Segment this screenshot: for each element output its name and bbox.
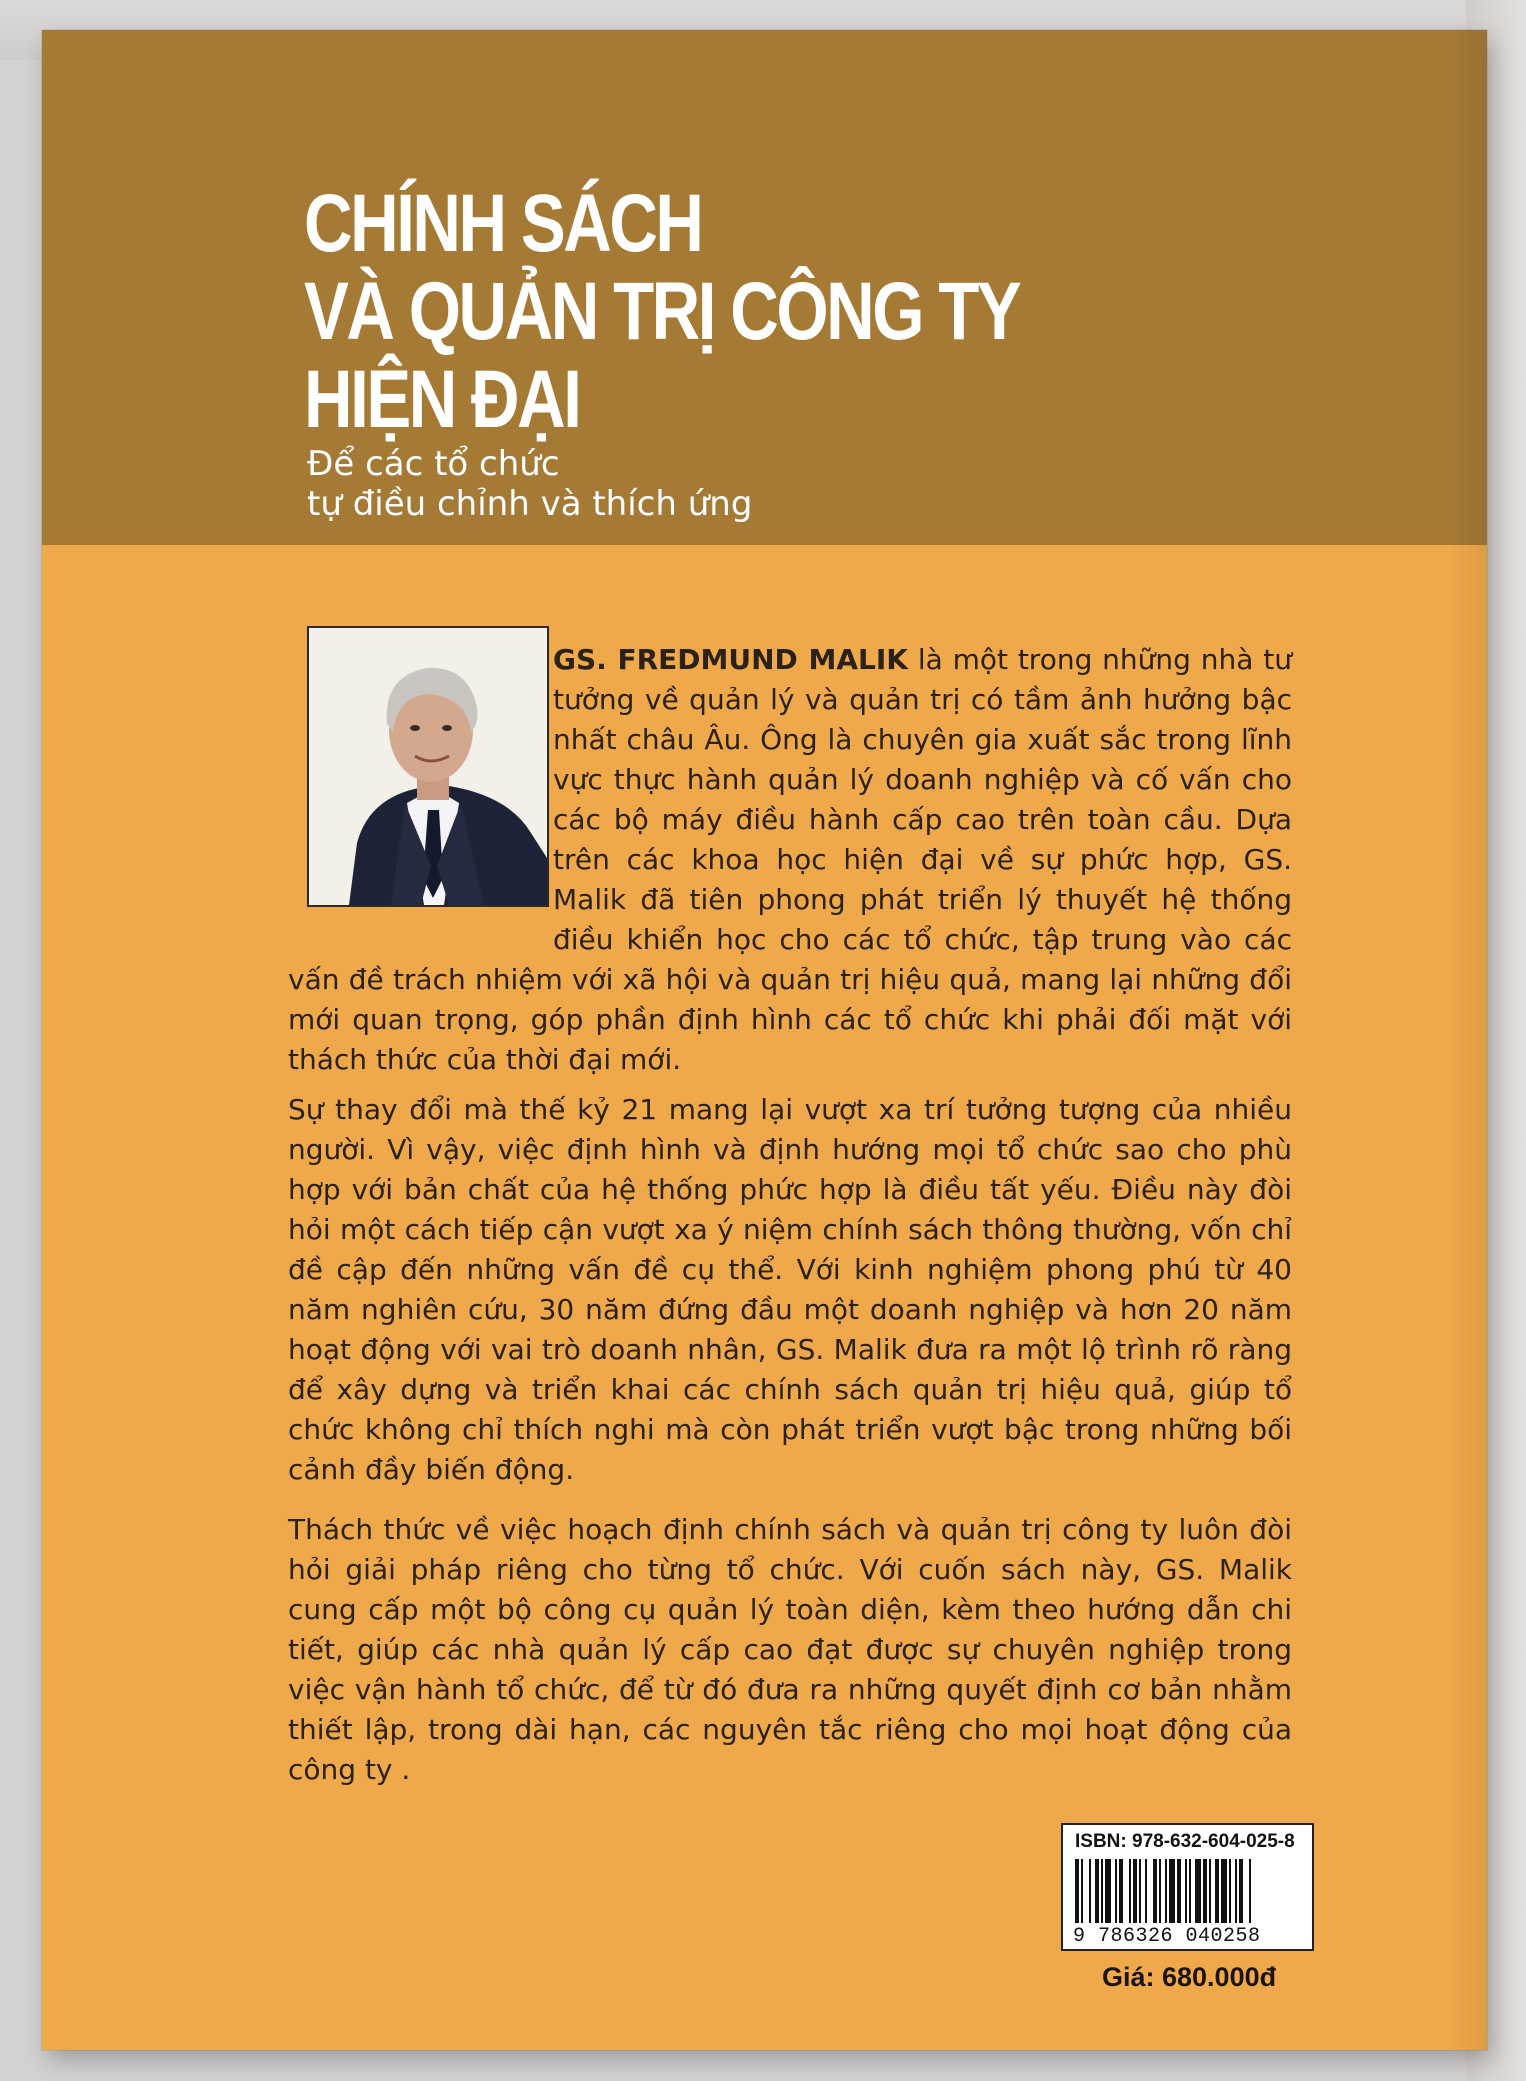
barcode-bar [1119, 1859, 1123, 1923]
barcode-bar [1129, 1859, 1131, 1923]
barcode-bar [1105, 1859, 1111, 1923]
barcode-bar [1239, 1859, 1243, 1923]
description-paragraph: Sự thay đổi mà thế kỷ 21 mang lại vượt xa trí tưởng tượng của nhiều người. Vì vậy, việc định hình và định hướng mọi tổ chức sao cho phù hợp với bản chất của hệ thống phức hợp là điều tất yếu. Điều này đòi hỏi một cách tiếp cận vượt xa ý niệm chính sách thông thường, vốn chỉ đề cập đến những vấn đề cụ thể. Với kinh nghiệm phong phú từ 40 năm nghiên cứu, 30 năm đứng đầu một doanh nghiệp và hơn 20 năm hoạt động với vai trò doanh nhân, GS. Malik đưa ra một lộ trình rõ ràng để xây dựng và triển khai các chính sách quản trị hiệu quả, giúp tổ chức không chỉ thích nghi mà còn phát triển vượt bậc trong những bối cảnh đầy biến động. [288, 1093, 1292, 1486]
barcode-bar [1075, 1859, 1079, 1923]
barcode-bar [1115, 1859, 1117, 1923]
author-bio-text: là một trong những nhà tư tưởng về quản lý và quản trị có tầm ảnh hưởng bậc nhất châu Âu. Ông là chuyên gia xuất sắc trong lĩnh vực thực hành quản lý doanh nghiệp và cố vấn cho các bộ máy điều hành cấp cao trên toàn cầu. Dựa trên các khoa học hiện đại về sự phức hợp, GS. Malik đã tiên phong phát triển lý thuyết hệ thống điều khiển học cho các tổ chức, tập trung vào các vấn đề trách nhiệm với xã hội và quản trị hiệu quả, mang lại những đổi mới quan trọng, góp phần định hình các tổ chức khi phải đối mặt với thách thức của thời đại mới. [288, 643, 1292, 1076]
subtitle-line: tự điều chỉnh và thích ứng [307, 484, 753, 524]
barcode-bar [1215, 1859, 1219, 1923]
title-line: VÀ QUẢN TRỊ CÔNG TY [304, 266, 1020, 357]
barcode-bar [1101, 1859, 1103, 1923]
author-photo [307, 626, 549, 907]
barcode-bar [1177, 1859, 1181, 1923]
book-subtitle [307, 444, 752, 524]
barcode-bar [1153, 1859, 1157, 1923]
price-label: Giá: 680.000đ [1102, 1962, 1277, 1992]
barcode-bar [1249, 1859, 1251, 1923]
barcode-bar [1235, 1859, 1237, 1923]
barcode-image [1075, 1859, 1303, 1923]
barcode-bar [1159, 1859, 1161, 1923]
book-title [304, 180, 1019, 444]
barcode-bar [1203, 1859, 1207, 1923]
barcode-bar [1165, 1859, 1167, 1923]
book-back-cover [42, 30, 1487, 2050]
barcode-bar [1145, 1859, 1147, 1923]
barcode-bar [1089, 1859, 1091, 1923]
barcode-bar [1139, 1859, 1141, 1923]
author-portrait-image [309, 628, 547, 905]
subtitle-line: Để các tổ chức [307, 444, 560, 484]
barcode-bar [1189, 1859, 1191, 1923]
isbn-barcode-box [1061, 1823, 1314, 1951]
isbn-label: ISBN: 978-632-604-025-8 [1075, 1831, 1295, 1852]
barcode-bar [1229, 1859, 1231, 1923]
barcode-bar [1221, 1859, 1227, 1923]
barcode-bar [1133, 1859, 1137, 1923]
barcode-digits: 9 786326 040258 [1073, 1925, 1261, 1948]
barcode-bar [1209, 1859, 1211, 1923]
description-paragraph: Thách thức về việc hoạch định chính sách và quản trị công ty luôn đòi hỏi giải pháp riêng cho từng tổ chức. Với cuốn sách này, GS. Malik cung cấp một bộ công cụ quản lý toàn diện, kèm theo hướng dẫn chi tiết, giúp các nhà quản lý cấp cao đạt được sự chuyên nghiệp trong việc vận hành tổ chức, để từ đó đưa ra những quyết định cơ bản nhằm thiết lập, trong dài hạn, các nguyên tắc riêng cho mọi hoạt động của công ty . [288, 1513, 1292, 1786]
barcode-bar [1185, 1859, 1187, 1923]
title-line: CHÍNH SÁCH [304, 178, 702, 269]
barcode-bar [1081, 1859, 1083, 1923]
barcode-bar [1195, 1859, 1201, 1923]
barcode-bar [1169, 1859, 1175, 1923]
barcode-bar [1095, 1859, 1099, 1923]
author-name: GS. FREDMUND MALIK [553, 643, 908, 676]
title-line: HIỆN ĐẠI [304, 354, 580, 445]
